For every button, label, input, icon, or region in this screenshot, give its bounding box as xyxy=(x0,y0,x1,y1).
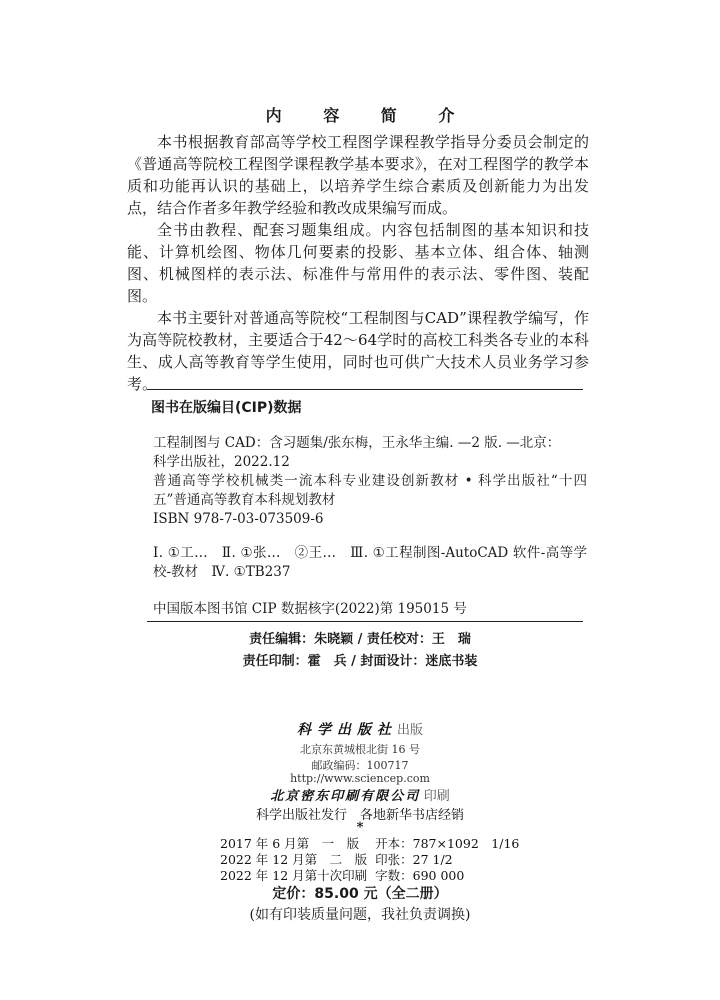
cip-record-number: 中国版本图书馆 CIP 数据核字(2022)第 195015 号 xyxy=(153,601,467,617)
cip-series: 普通高等学校机械类一流本科专业建设创新教材 • 科学出版社“十四五”普通高等教育本科规划教材 xyxy=(153,473,587,508)
edition-spec: 字数：690 000 xyxy=(375,868,465,883)
publisher-name: 科学出版社 xyxy=(296,722,397,738)
cip-classification: Ⅰ. ①工… Ⅱ. ①张… ②王… Ⅲ. ①工程制图-AutoCAD 软件-高等学校-教材 Ⅳ. ①TB237 xyxy=(153,545,587,580)
edition-row xyxy=(220,852,527,868)
cip-top-rule xyxy=(147,389,583,390)
cip-classification-block xyxy=(153,544,587,582)
edition-table xyxy=(220,836,527,884)
price: 定价：85.00 元（全二册） xyxy=(272,886,448,902)
publisher-website: http://www.sciencep.com xyxy=(290,772,430,785)
publisher-address: 北京东黄城根北街 16 号 xyxy=(300,743,420,756)
distribution-line: 科学出版社发行 各地新华书店经销 xyxy=(255,808,464,823)
edition-date: 2017 年 6 月第 一 版 xyxy=(220,836,360,851)
edition-row xyxy=(220,836,527,852)
printer-line xyxy=(0,785,720,804)
cip-heading: 图书在版编目(CIP)数据 xyxy=(151,400,302,416)
publisher-postcode: 邮政编码：100717 xyxy=(311,759,409,772)
intro-paragraph: 全书由教程、配套习题集组成。内容包括制图的基本知识和技能、计算机绘图、物体几何要素的投影、基本立体、组合体、轴测图、机械图样的表示法、标准件与常用件的表示法、零件图、装配图。 xyxy=(127,221,589,305)
publisher-suffix: 出版 xyxy=(396,723,423,738)
edition-spec: 印张：27 1/2 xyxy=(375,852,453,867)
cip-entry xyxy=(153,434,587,529)
edition-row xyxy=(220,868,527,884)
separator-star: * xyxy=(356,820,364,835)
printer-suffix: 印刷 xyxy=(423,789,450,804)
staff-line-1: 责任编辑：朱晓颖 / 责任校对：王 瑞 xyxy=(249,632,471,647)
intro-paragraph: 本书主要针对普通高等院校“工程制图与CAD”课程教学编写，作为高等院校教材，主要适合于42～64学时的高校工科类各专业的本科生、成人高等教育等学生使用，同时也可供广大技术人员业务学习参考。 xyxy=(127,309,589,393)
edition-date: 2022 年 12 月第 二 版 xyxy=(220,852,368,867)
page-title: 内 容 简 介 xyxy=(265,106,473,125)
printer-name: 北京密东印刷有限公司 xyxy=(270,789,421,804)
staff-line-2: 责任印制：霍 兵 / 封面设计：迷底书装 xyxy=(242,654,478,669)
intro-body xyxy=(127,131,589,395)
edition-date: 2022 年 12 月第十次印刷 xyxy=(220,868,368,883)
intro-paragraph: 本书根据教育部高等学校工程图学课程教学指导分委员会制定的《普通高等院校工程图学课程教学基本要求》，在对工程图学的教学本质和功能再认识的基础上，以培养学生综合素质及创新能力为出发点，结合作者多年教学经验和教改成果编写而成。 xyxy=(127,133,589,217)
quality-note: (如有印装质量问题，我社负责调换) xyxy=(249,907,471,923)
publisher-line xyxy=(0,719,720,739)
cip-isbn: ISBN 978-7-03-073509-6 xyxy=(153,511,324,527)
cip-bottom-rule xyxy=(147,621,583,622)
cip-entry-line: 科学出版社，2022.12 xyxy=(153,454,290,470)
edition-spec: 开本：787×1092 1/16 xyxy=(375,836,520,851)
cip-entry-line: 工程制图与 CAD：含习题集/张东梅，王永华主编. —2 版. —北京： xyxy=(153,435,561,451)
